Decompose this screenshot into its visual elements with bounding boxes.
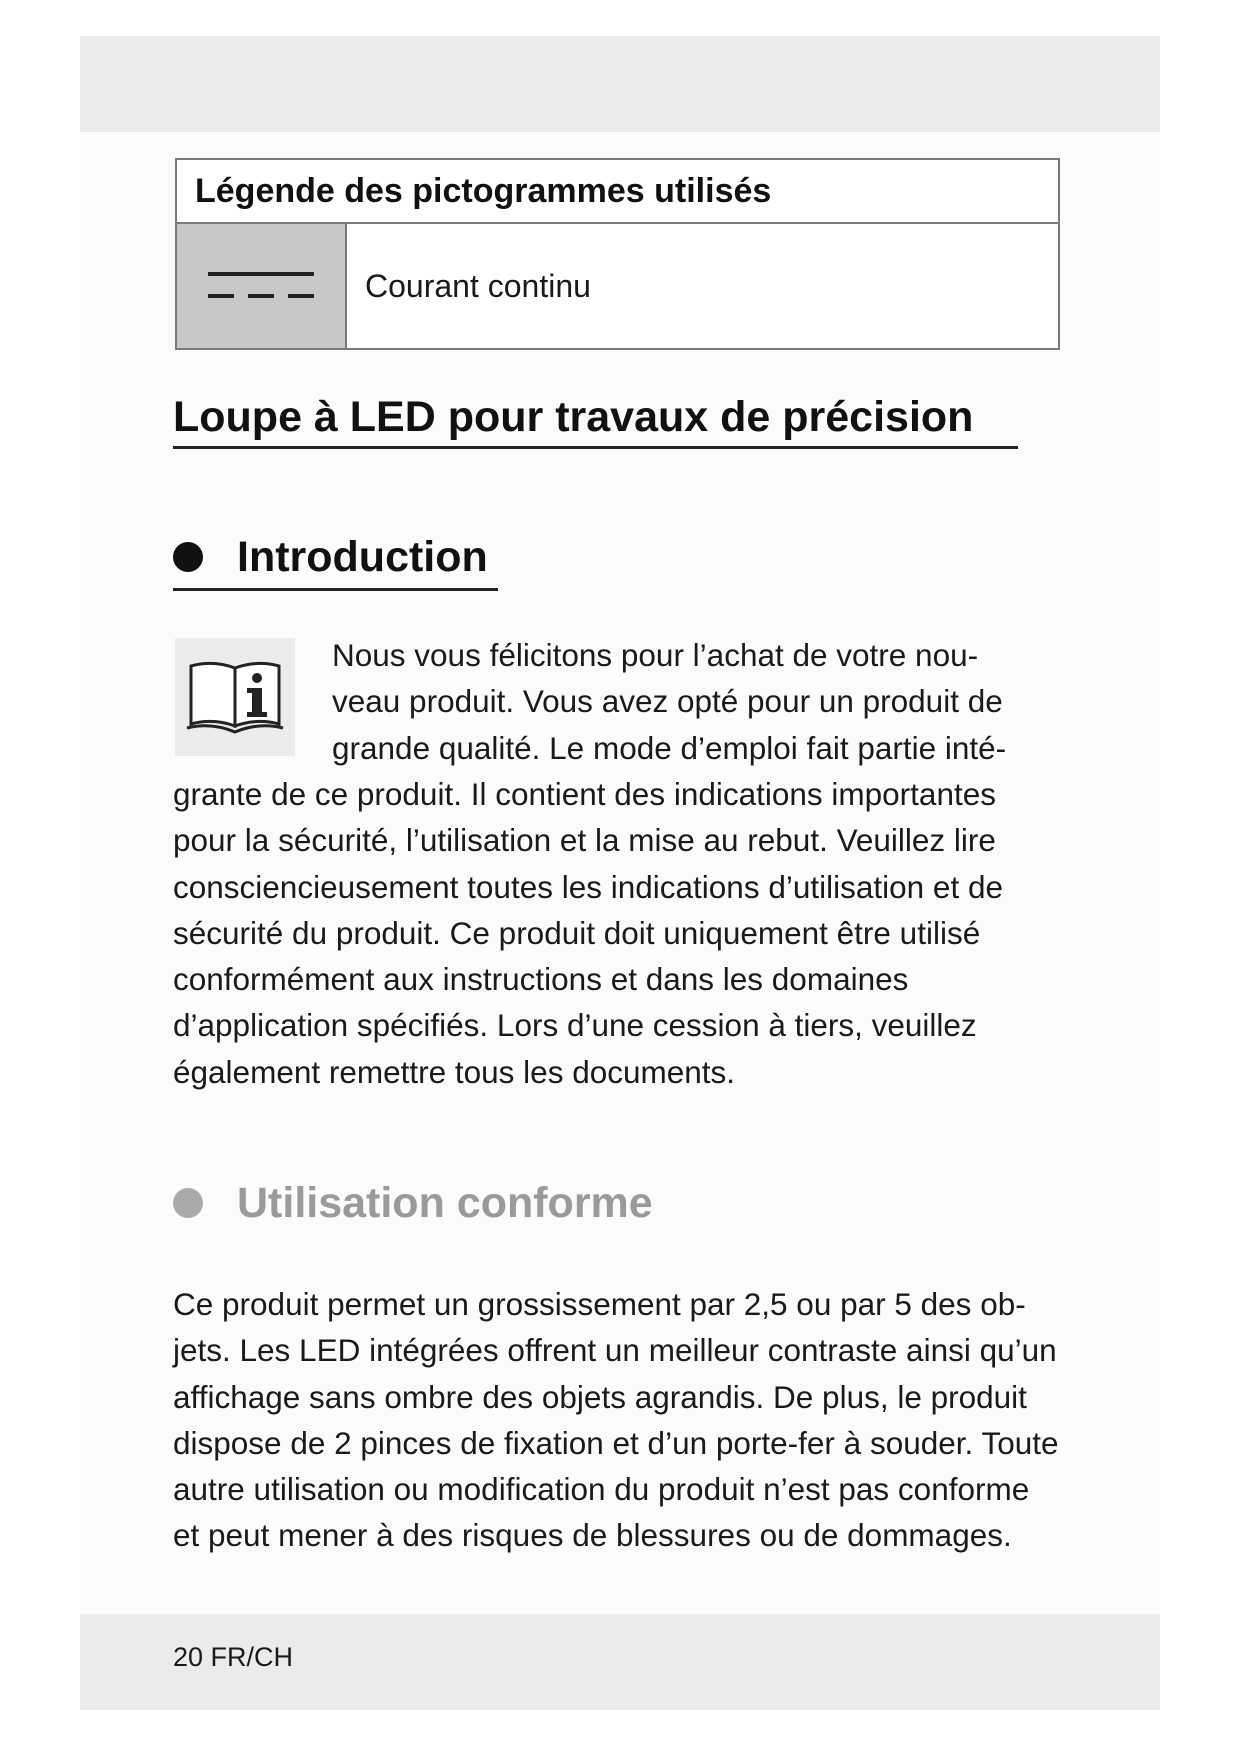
utilisation-paragraph bbox=[173, 1281, 1059, 1559]
text-line: veau produit. Vous avez opté pour un produit de bbox=[332, 683, 1003, 720]
text-line: sécurité du produit. Ce produit doit uniquement être utilisé bbox=[173, 914, 981, 951]
text-line: également remettre tous les documents. bbox=[173, 1053, 736, 1090]
direct-current-icon bbox=[177, 224, 347, 348]
section-heading-introduction bbox=[173, 532, 498, 591]
section-heading-label: Introduction bbox=[237, 533, 488, 581]
text-line: affichage sans ombre des objets agrandis. De plus, le produit bbox=[173, 1378, 1027, 1415]
text-line: grante de ce produit. Il contient des indications importantes bbox=[173, 776, 996, 812]
info-book-icon bbox=[175, 638, 295, 756]
section-heading-utilisation bbox=[173, 1178, 653, 1228]
bullet-icon bbox=[173, 542, 203, 572]
introduction-paragraph bbox=[173, 771, 1003, 1095]
text-line: d’application spécifiés. Lors d’une cession à tiers, veuillez bbox=[173, 1007, 977, 1044]
legend-row-text: Courant continu bbox=[365, 267, 591, 304]
text-line: Ce produit permet un grossissement par 2,5 ou par 5 des ob- bbox=[173, 1286, 1026, 1322]
pictogram-legend-table bbox=[175, 158, 1060, 350]
legend-row bbox=[177, 224, 1058, 348]
page-title: Loupe à LED pour travaux de précision bbox=[173, 392, 1018, 449]
page-number: 20 FR/CH bbox=[173, 1642, 294, 1672]
text-line: grande qualité. Le mode d’emploi fait partie inté- bbox=[332, 729, 1007, 766]
introduction-paragraph-wrapped bbox=[332, 632, 1006, 771]
text-line: consciencieusement toutes les indications d’utilisation et de bbox=[173, 868, 1003, 905]
text-line: conformément aux instructions et dans les domaines bbox=[173, 961, 909, 998]
bullet-icon bbox=[173, 1188, 203, 1218]
section-heading-label: Utilisation conforme bbox=[237, 1179, 653, 1227]
text-line: Nous vous félicitons pour l’achat de votre nou- bbox=[332, 637, 979, 673]
text-line: et peut mener à des risques de blessures ou de dommages. bbox=[173, 1517, 1012, 1554]
legend-title: Légende des pictogrammes utilisés bbox=[177, 160, 1058, 224]
header-band bbox=[80, 36, 1160, 132]
text-line: jets. Les LED intégrées offrent un meilleur contraste ainsi qu’un bbox=[173, 1332, 1057, 1369]
text-line: autre utilisation ou modification du produit n’est pas conforme bbox=[173, 1471, 1030, 1508]
text-line: pour la sécurité, l’utilisation et la mise au rebut. Veuillez lire bbox=[173, 822, 996, 859]
text-line: dispose de 2 pinces de fixation et d’un porte-fer à souder. Toute bbox=[173, 1424, 1059, 1461]
